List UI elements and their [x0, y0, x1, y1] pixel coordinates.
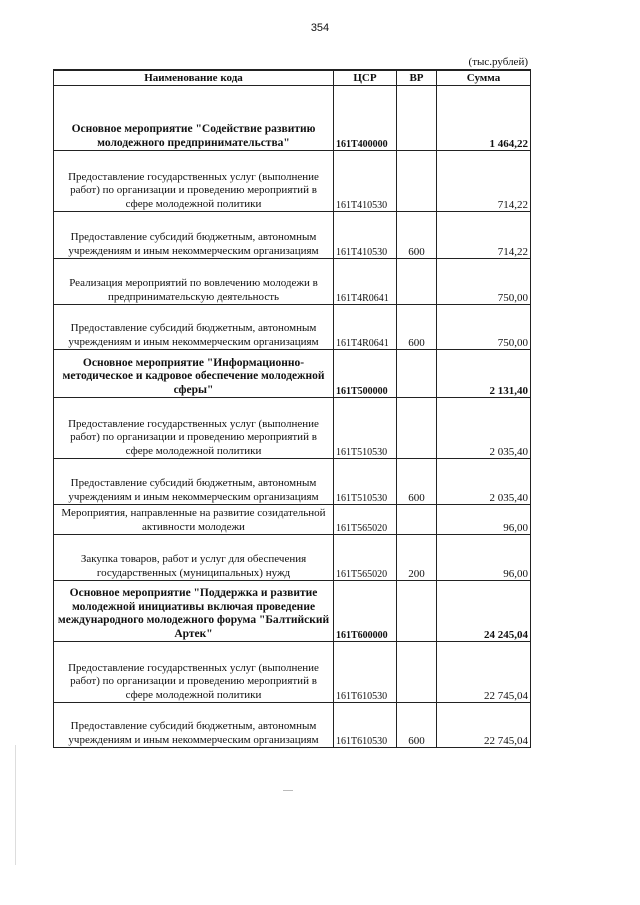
- row-name: Предоставление субсидий бюджетным, автономным учреждениям и иным некоммерческим организациям: [54, 212, 334, 259]
- table-row: [54, 259, 531, 305]
- page-number: 354: [310, 22, 330, 34]
- row-sum: 22 745,04: [437, 642, 531, 703]
- row-sum: 1 464,22: [437, 86, 531, 151]
- row-csr: 161Т4R0641: [334, 259, 397, 305]
- row-sum: 714,22: [437, 151, 531, 212]
- row-sum: 714,22: [437, 212, 531, 259]
- row-sum: 96,00: [437, 535, 531, 581]
- row-csr: 161Т4R0641: [334, 305, 397, 350]
- table-row: [54, 459, 531, 505]
- row-csr: 161Т500000: [334, 350, 397, 398]
- row-vr: [397, 86, 437, 151]
- row-name: Основное мероприятие "Поддержка и развитие молодежной инициативы включая проведение международного молодежного форума "Балтийский Артек": [54, 581, 334, 642]
- row-csr: 161Т410530: [334, 212, 397, 259]
- row-name: Основное мероприятие "Содействие развитию молодежного предпринимательства": [54, 86, 334, 151]
- row-vr: [397, 151, 437, 212]
- row-vr: 200: [397, 535, 437, 581]
- row-name: Предоставление субсидий бюджетным, автономным учреждениям и иным некоммерческим организациям: [54, 459, 334, 505]
- row-vr: [397, 642, 437, 703]
- table-row: [54, 581, 531, 642]
- row-vr: [397, 581, 437, 642]
- row-sum: 96,00: [437, 505, 531, 535]
- table-row: [54, 398, 531, 459]
- row-csr: 161Т400000: [334, 86, 397, 151]
- header-vr: ВР: [397, 70, 437, 86]
- table-row: [54, 535, 531, 581]
- row-sum: 750,00: [437, 259, 531, 305]
- row-vr: 600: [397, 212, 437, 259]
- row-name: Предоставление государственных услуг (выполнение работ) по организации и проведению мероприятий в сфере молодежной политики: [54, 151, 334, 212]
- row-sum: 22 745,04: [437, 703, 531, 748]
- row-vr: 600: [397, 459, 437, 505]
- row-csr: 161Т610530: [334, 642, 397, 703]
- row-vr: [397, 398, 437, 459]
- row-name: Предоставление государственных услуг (выполнение работ) по организации и проведению мероприятий в сфере молодежной политики: [54, 398, 334, 459]
- row-sum: 2 131,40: [437, 350, 531, 398]
- table-row: [54, 212, 531, 259]
- row-sum: 2 035,40: [437, 398, 531, 459]
- budget-table: [53, 69, 531, 748]
- row-name: Основное мероприятие "Информационно-методическое и кадровое обеспечение молодежной сферы": [54, 350, 334, 398]
- scan-mark: [15, 745, 16, 865]
- units-label: (тыс.рублей): [468, 56, 528, 68]
- row-vr: 600: [397, 305, 437, 350]
- table-header-row: [54, 70, 531, 86]
- header-csr: ЦСР: [334, 70, 397, 86]
- row-csr: 161Т565020: [334, 505, 397, 535]
- scan-mark: [283, 790, 293, 791]
- row-vr: [397, 259, 437, 305]
- row-csr: 161Т600000: [334, 581, 397, 642]
- header-sum: Сумма: [437, 70, 531, 86]
- table-row: [54, 505, 531, 535]
- table-row: [54, 642, 531, 703]
- row-csr: 161Т410530: [334, 151, 397, 212]
- row-name: Реализация мероприятий по вовлечению молодежи в предпринимательскую деятельность: [54, 259, 334, 305]
- row-vr: [397, 505, 437, 535]
- row-name: Мероприятия, направленные на развитие созидательной активности молодежи: [54, 505, 334, 535]
- row-sum: 24 245,04: [437, 581, 531, 642]
- row-vr: [397, 350, 437, 398]
- table-row: [54, 703, 531, 748]
- row-csr: 161Т510530: [334, 398, 397, 459]
- table-row: [54, 86, 531, 151]
- row-csr: 161Т565020: [334, 535, 397, 581]
- table-row: [54, 350, 531, 398]
- row-name: Предоставление государственных услуг (выполнение работ) по организации и проведению мероприятий в сфере молодежной политики: [54, 642, 334, 703]
- header-name: Наименование кода: [54, 70, 334, 86]
- row-vr: 600: [397, 703, 437, 748]
- table-row: [54, 305, 531, 350]
- row-sum: 2 035,40: [437, 459, 531, 505]
- table-row: [54, 151, 531, 212]
- row-csr: 161Т510530: [334, 459, 397, 505]
- row-name: Предоставление субсидий бюджетным, автономным учреждениям и иным некоммерческим организациям: [54, 703, 334, 748]
- row-sum: 750,00: [437, 305, 531, 350]
- row-csr: 161Т610530: [334, 703, 397, 748]
- row-name: Предоставление субсидий бюджетным, автономным учреждениям и иным некоммерческим организациям: [54, 305, 334, 350]
- row-name: Закупка товаров, работ и услуг для обеспечения государственных (муниципальных) нужд: [54, 535, 334, 581]
